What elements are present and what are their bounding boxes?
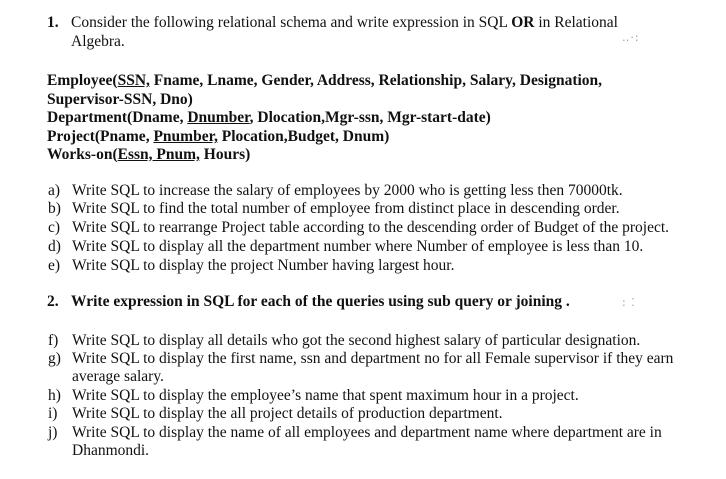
schema-department-key: Dnumber: [187, 109, 250, 126]
schema-employee-cont: Supervisor-SSN, Dno): [47, 91, 193, 108]
question-1-or: OR: [511, 14, 535, 31]
schema-employee-name: Employee(: [47, 72, 118, 89]
schema-project-key: Pnumber,: [153, 128, 218, 145]
question-2: [47, 293, 570, 311]
item-text: Write SQL to display the name of all employees and department name where department are in: [72, 424, 662, 441]
scan-artifact: ‥·:: [622, 31, 640, 44]
item-label: i): [48, 405, 58, 422]
item-label: d): [48, 238, 61, 255]
schema-works-on-name: Works-on(: [47, 146, 118, 163]
schema-employee-attributes: Fname, Lname, Gender, Address, Relationship, Salary, Designation,: [149, 72, 603, 89]
item-label: c): [48, 219, 61, 236]
schema-department-attributes: , Dlocation,Mgr-ssn, Mgr-start-date): [249, 109, 491, 126]
schema-department-name: Department(Dname,: [47, 109, 188, 126]
question-2-text: Write expression in SQL for each of the queries using sub query or joining .: [71, 293, 570, 310]
item-text: Dhanmondi.: [72, 442, 150, 459]
question-1-line-1: [71, 13, 618, 32]
schema-department: [47, 108, 491, 127]
schema-works-on-attributes: Hours): [199, 146, 251, 163]
schema-project-attributes: Plocation,Budget, Dnum): [217, 128, 390, 145]
schema-project-name: Project(Pname,: [47, 128, 154, 145]
question-1-line-2: Algebra.: [71, 33, 125, 50]
item-text: Write SQL to display the employee’s name that spent maximum hour in a project.: [72, 387, 579, 404]
item-text: Write SQL to display the all project details of production department.: [72, 405, 503, 422]
item-text: Write SQL to find the total number of employee from distinct place in descending order.: [72, 200, 620, 217]
question-1-text-end: in Relational: [534, 14, 618, 31]
item-text: Write SQL to display all the department number where Number of employee is less than 10.: [72, 238, 644, 255]
question-1-text: Consider the following relational schema and write expression in SQL: [71, 14, 512, 31]
question-2-number: 2.: [47, 293, 59, 310]
item-text: average salary.: [72, 368, 164, 385]
schema-works-on: [47, 145, 250, 164]
scan-artifact: : ⁚: [622, 296, 636, 309]
item-label: a): [48, 182, 61, 199]
schema-project: [47, 127, 389, 146]
schema-employee-key: SSN,: [117, 72, 150, 89]
item-text: Write SQL to display all details who got the second highest salary of particular designation.: [72, 332, 641, 349]
item-label: f): [48, 332, 59, 349]
item-text: Write SQL to rearrange Project table according to the descending order of Budget of the project.: [72, 219, 670, 236]
item-text: Write SQL to increase the salary of employees by 2000 who is getting less then 70000tk.: [72, 182, 623, 199]
item-label: j): [48, 424, 58, 441]
schema-works-on-key: Essn, Pnum,: [117, 146, 200, 163]
schema-employee: [47, 71, 602, 90]
item-label: b): [48, 200, 61, 217]
item-label: h): [48, 387, 61, 404]
question-1: [47, 13, 707, 53]
item-label: e): [48, 257, 61, 274]
question-1-number: 1.: [47, 14, 59, 31]
item-label: g): [48, 350, 61, 367]
item-text: Write SQL to display the project Number having largest hour.: [72, 257, 455, 274]
item-text: Write SQL to display the first name, ssn and department no for all Female supervisor if they earn: [72, 350, 674, 367]
